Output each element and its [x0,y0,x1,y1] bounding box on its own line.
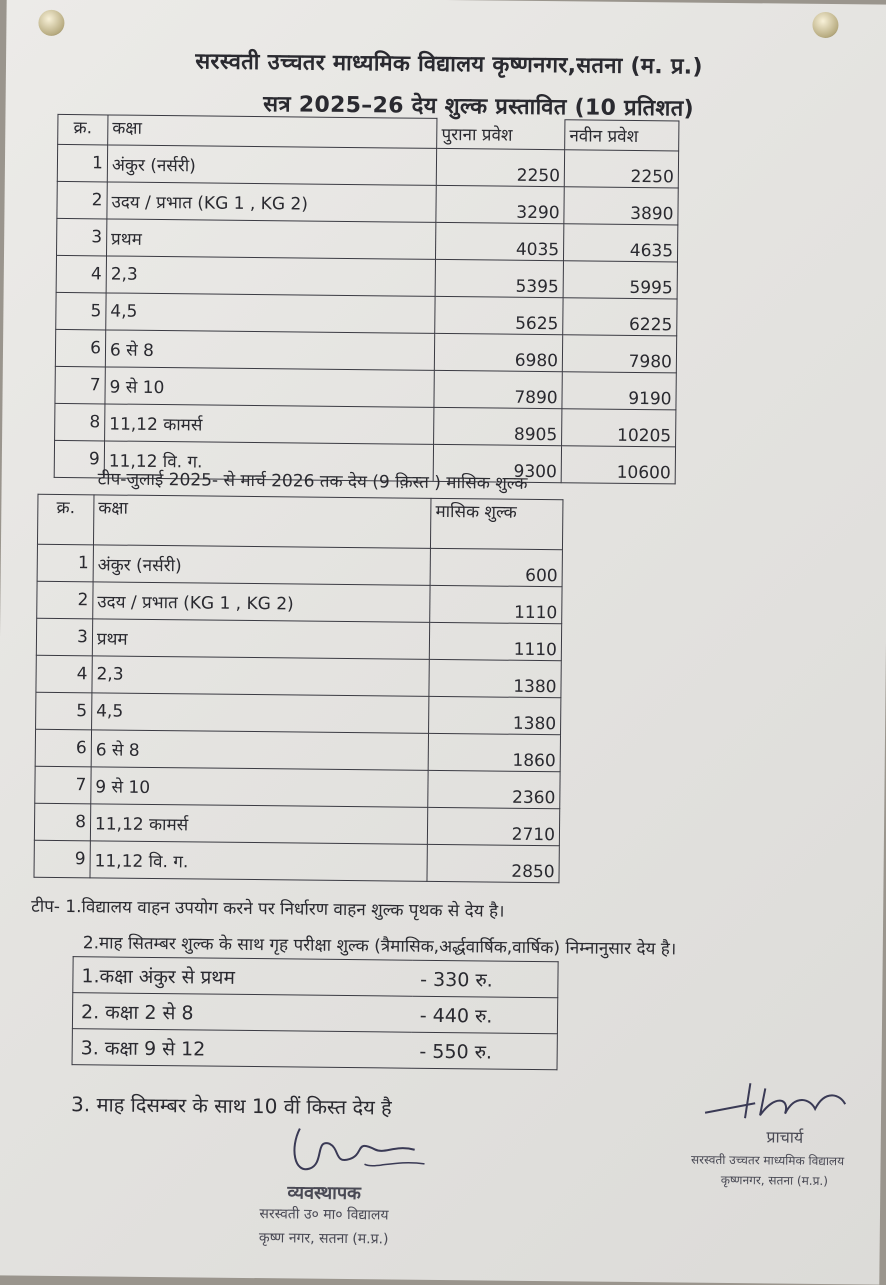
row-class: उदय / प्रभात (KG 1 , KG 2) [93,582,431,623]
row-class: अंकुर (नर्सरी) [107,145,437,185]
row-monthly-fee: 1110 [430,585,562,623]
row-new-fee: 5995 [563,261,677,299]
row-monthly-fee: 1860 [428,733,560,771]
row-new-fee: 4635 [564,224,678,262]
fee-table-annual [54,114,680,484]
table-row [34,840,559,882]
exam-fee-amount: - 330 रु. [412,960,558,998]
manager-stamp-line2: कृष्ण नगर, सतना (म.प्र.) [258,1230,389,1248]
row-old-fee: 7890 [434,370,562,408]
row-sr: 2 [37,581,93,619]
row-sr: 7 [55,366,105,404]
row-old-fee: 8905 [434,407,562,445]
table-row [57,218,678,262]
principal-signature [695,1073,876,1125]
row-sr: 3 [57,218,107,256]
row-monthly-fee: 600 [430,548,562,586]
exam-fee-label: 2. कक्षा 2 से 8 [72,993,412,1033]
exam-fee-row [72,1029,557,1070]
row-sr: 8 [55,403,105,441]
table-row [56,292,677,336]
table-row [55,366,676,410]
exam-fee-amount: - 440 रु. [412,996,558,1034]
row-new-fee: 3890 [564,187,678,225]
row-monthly-fee: 1110 [429,622,561,660]
manager-signature [284,1118,435,1180]
row-class: 6 से 8 [91,730,429,771]
row-monthly-fee: 1380 [429,696,561,734]
exam-fee-label: 3. कक्षा 9 से 12 [72,1029,412,1069]
manager-title: व्यवस्थापक [287,1182,362,1205]
note-1: टीप- 1.विद्यालय वाहन उपयोग करने पर निर्धारण वाहन शुल्क पृथक से देय है। [31,896,505,922]
row-class: 6 से 8 [105,330,435,370]
row-monthly-fee: 1380 [429,659,561,697]
row-new-fee: 2250 [564,150,678,188]
school-name: सरस्वती उच्चतर माध्यमिक विद्यालय कृष्णनगर,सतना (म. प्र.) [195,49,703,80]
row-old-fee: 2250 [437,148,565,186]
principal-stamp-line2: कृष्णनगर, सतना (म.प्र.) [720,1172,829,1189]
table-row [36,655,561,697]
row-old-fee: 4035 [436,222,564,260]
col-old-header: पुराना प्रवेश [437,118,565,149]
row-new-fee: 10600 [561,446,675,484]
exam-fee-amount: - 550 रु. [411,1032,557,1070]
row-new-fee: 9190 [562,372,676,410]
row-class: अंकुर (नर्सरी) [93,545,431,586]
row-old-fee: 9300 [433,444,561,482]
note-3: 3. माह दिसम्बर के साथ 10 वीं किस्त देय है [70,1092,392,1120]
row-class: उदय / प्रभात (KG 1 , KG 2) [107,182,437,222]
row-sr: 3 [36,618,92,656]
row-sr: 6 [35,729,91,767]
principal-title: प्राचार्य [766,1127,804,1147]
exam-fee-label: 1.कक्षा अंकुर से प्रथम [73,957,413,997]
row-sr: 1 [57,144,107,182]
table-row [36,618,561,660]
row-class: 2,3 [92,656,430,697]
col-sr-header: क्र. [58,114,108,145]
row-sr: 6 [55,329,105,367]
row-class: 2,3 [106,256,436,296]
row-sr: 9 [54,440,104,478]
fee-title: सत्र 2025–26 देय शुल्क प्रस्तावित (10 प्रतिशत) [263,92,695,122]
col-new-header: नवीन प्रवेश [565,120,679,151]
exam-fee-table [72,956,559,1070]
push-pin-icon [812,12,838,38]
row-class: 9 से 10 [105,367,435,407]
exam-fee-row [73,957,558,998]
row-class: 4,5 [91,693,429,734]
table-row [37,581,562,623]
table2-caption: टीप-जुलाई 2025- से मार्च 2026 तक देय (9 क़िस्त ) मासिक शुल्क [97,469,528,494]
row-sr: 2 [57,181,107,219]
row-class: 9 से 10 [91,767,429,808]
row-old-fee: 5395 [435,259,563,297]
row-old-fee: 5625 [435,296,563,334]
row-old-fee: 3290 [436,185,564,223]
row-sr: 1 [37,544,93,582]
principal-stamp-line1: सरस्वती उच्चतर माध्यमिक विद्यालय [690,1152,845,1169]
table-row [35,729,560,771]
push-pin-icon [38,10,64,36]
row-sr: 5 [56,292,106,330]
table-row [37,544,562,586]
row-sr: 7 [35,766,91,804]
row-monthly-fee: 2850 [427,844,559,882]
col-fee-header: मासिक शुल्क [431,498,563,549]
col-class-header: कक्षा [93,495,431,549]
row-new-fee: 6225 [563,298,677,336]
row-sr: 4 [36,655,92,693]
manager-stamp-line1: सरस्वती उ० मा० विद्यालय [259,1206,389,1224]
table-row [55,403,676,447]
col-class-header: कक्षा [108,115,438,148]
row-class: 11,12 कामर्स [90,804,428,845]
row-class: प्रथम [92,619,430,660]
table-row [55,329,676,373]
table-row [57,144,678,188]
row-monthly-fee: 2710 [428,807,560,845]
table-row [34,803,559,845]
table-row [57,181,678,225]
note-2: 2.माह सितम्बर शुल्क के साथ गृह परीक्षा शुल्क (त्रैमासिक,अर्द्धवार्षिक,वार्षिक) निम्नानुसार देय है। [82,933,677,960]
row-class: 11,12 कामर्स [105,404,435,444]
col-sr-header: क्र. [37,494,93,545]
row-monthly-fee: 2360 [428,770,560,808]
table-row [35,766,560,808]
row-class: 11,12 वि. ग. [90,841,428,882]
row-class: 4,5 [106,293,436,333]
row-sr: 4 [56,255,106,293]
row-class: प्रथम [106,219,436,259]
table-row [36,692,561,734]
row-new-fee: 10205 [562,409,676,447]
row-new-fee: 7980 [562,335,676,373]
row-sr: 5 [36,692,92,730]
row-sr: 9 [34,840,90,878]
row-old-fee: 6980 [435,333,563,371]
row-sr: 8 [34,803,90,841]
fee-table-monthly [33,494,563,883]
exam-fee-row [72,993,557,1034]
row-class: 11,12 वि. ग. [104,441,434,481]
